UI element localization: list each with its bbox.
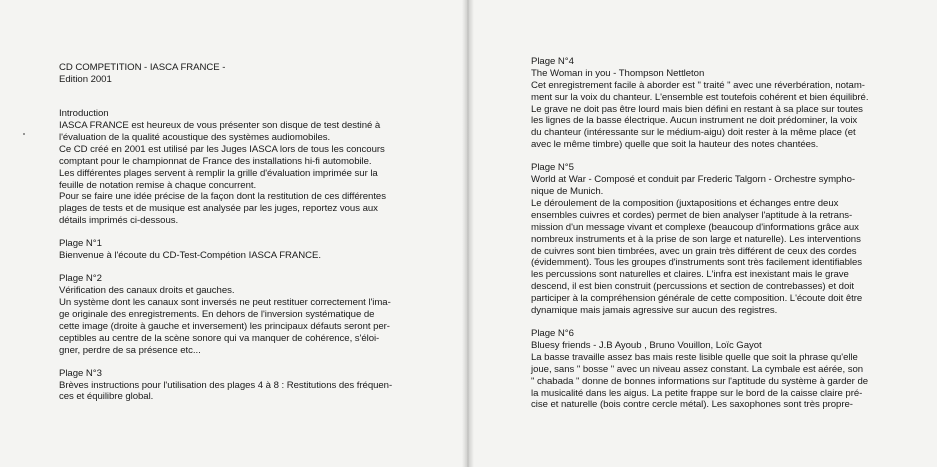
text-line: détails imprimés ci-dessous. — [59, 215, 179, 227]
header-title: CD COMPETITION - IASCA FRANCE - — [59, 62, 226, 73]
text-line: ensembles cuivres et cordes) permet de bien analyser l'aptitude à la retrans- — [531, 209, 853, 221]
text-line: Pour se faire une idée précise de la façon dont la restitution de ces différentes — [59, 191, 386, 203]
text-line: la musicalité dans les aigus. La petite frappe sur le bord de la caisse claire pré- — [531, 387, 863, 399]
header-edition: Edition 2001 — [59, 73, 112, 85]
text-line: Le déroulement de la composition (juxtapositions et échanges entre deux — [531, 197, 839, 209]
text-line: Vérification des canaux droits et gauches. — [59, 285, 235, 297]
text-line: Le grave ne doit pas être lourd mais bien défini en restant à sa place sur toutes — [531, 103, 863, 115]
text-line: comptant pour le championnat de France des installations hi-fi automobile. — [59, 155, 372, 167]
section-title: Plage N°1 — [59, 238, 102, 250]
plage-6-section — [531, 328, 868, 411]
plage-1-section — [59, 238, 392, 262]
text-line: Un système dont les canaux sont inversés ne peut restituer correctement l'ima- — [59, 297, 391, 308]
book-gutter — [462, 0, 474, 467]
text-line: nique de Munich. — [531, 186, 604, 198]
text-line: Bluesy friends - J.B Ayoub , Bruno Vouillon, Loïc Gayot — [531, 339, 762, 351]
section-title: Plage N°5 — [531, 162, 574, 174]
text-line: dynamique mais jamais agressive sur aucun des registres. — [531, 305, 778, 316]
text-line: Bienvenue à l'écoute du CD-Test-Compétion IASCA FRANCE. — [59, 250, 321, 262]
text-line: The Woman in you - Thompson Nettleton — [531, 67, 705, 79]
text-line: Les différentes plages servent à remplir la grille d'évaluation imprimée sur la — [59, 167, 378, 179]
text-line: joue, sans " bosse " avec un niveau assez constant. La cymbale est aérée, son — [531, 363, 864, 375]
text-line: mission d'un message vivant et complexe (beaucoup d'informations grâce aux — [531, 221, 859, 233]
plage-3-section — [59, 368, 392, 404]
text-line: (évidemment). Tous les groupes d'instruments sont très facilement identifiables — [531, 257, 862, 269]
text-line: ces et équilibre global. — [59, 391, 154, 403]
text-line: nombreux instruments et à la prise de son large et naturelle). Les interventions — [531, 233, 861, 245]
text-line: gner, perdre de sa présence etc... — [59, 344, 201, 356]
section-title: Plage N°6 — [531, 328, 574, 340]
left-column — [59, 62, 392, 403]
plage-2-section — [59, 273, 392, 356]
text-line: cette image (droite à gauche et inversement) les principaux défauts seront per- — [59, 320, 390, 332]
text-line: descend, il est bien construit (percussions et section de contrebasses) et doit — [531, 281, 854, 293]
section-title: Plage N°4 — [531, 56, 574, 67]
text-line: Brèves instructions pour l'utilisation des plages 4 à 8 : Restitutions des fréquen- — [59, 379, 393, 391]
text-line: World at War - Composé et conduit par Frederic Talgorn - Orchestre sympho- — [531, 174, 856, 186]
text-line: les percussions sont naturelles et claires. L'infra est inexistant mais le grave — [531, 269, 849, 281]
text-line: La basse travaille assez bas mais reste lisible quelle que soit la phrase qu'elle — [531, 351, 858, 363]
booklet-header — [59, 62, 392, 86]
section-title: Introduction — [59, 108, 109, 120]
text-line: cise et naturelle (bois contre cercle métal). Les saxophones sont très propre- — [531, 399, 853, 411]
section-title: Plage N°2 — [59, 273, 102, 285]
text-line: ceptibles au centre de la scène sonore qui va manquer de cohérence, s'éloi- — [59, 332, 380, 344]
text-line: plages de tests et de musique est analysée par les juges, reportez vous aux — [59, 203, 378, 215]
text-line: ment sur la voix du chanteur. L'ensemble est toutefois cohérent et bien équilibré. — [531, 91, 869, 103]
right-column — [531, 56, 868, 411]
text-line: " chabada " donne de bonnes informations sur l'aptitude du système à garder de — [531, 375, 869, 387]
text-line: ge originale des enregistrements. En dehors de l'inversion systématique de — [59, 308, 375, 320]
plage-4-section — [531, 56, 868, 151]
section-title: Plage N°3 — [59, 367, 102, 379]
plage-5-section — [531, 162, 868, 317]
speck-mark — [23, 133, 25, 135]
text-line: Cet enregistrement facile à aborder est " traité " avec une réverbération, notam- — [531, 79, 865, 91]
text-line: de cuivres sont bien timbrées, avec un grain très différent de ceux des cordes — [531, 245, 857, 257]
text-line: feuille de notation remise à chaque concurrent. — [59, 179, 257, 191]
text-line: participer à la compréhension générale de cette composition. L'écoute doit être — [531, 293, 863, 305]
text-line: IASCA FRANCE est heureux de vous présenter son disque de test destiné à — [59, 120, 381, 132]
intro-section — [59, 108, 392, 227]
text-line: l'évaluation de la qualité acoustique des systèmes audiomobiles. — [59, 131, 331, 143]
text-line: Ce CD créé en 2001 est utilisé par les Juges IASCA lors de tous les concours — [59, 143, 385, 155]
text-line: les lignes de la basse électrique. Aucun instrument ne doit prédominer, la voix — [531, 115, 858, 127]
text-line: du chanteur (intéressante sur le médium-aigu) doit rester à la même place (et — [531, 127, 856, 139]
text-line: avec le même timbre) quelle que soit la hauteur des notes chantées. — [531, 139, 819, 151]
